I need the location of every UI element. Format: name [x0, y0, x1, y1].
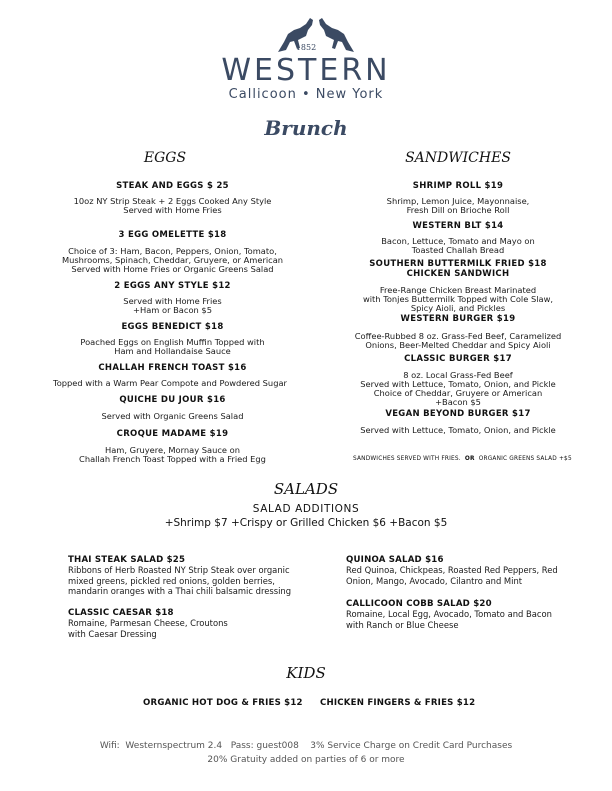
salad-item-desc: Romaine, Parmesan Cheese, Croutons with Caesar Dressing — [68, 618, 228, 639]
footer-gratuity-line: 20% Gratuity added on parties of 6 or more — [207, 755, 405, 765]
eggs-item-desc: Served with Organic Greens Salad — [101, 411, 244, 421]
eggs-item-name: CHALLAH FRENCH TOAST $16 — [98, 363, 247, 373]
logo-year: 1852 — [295, 43, 317, 52]
footer-wifi-line: Wifi: Westernspectrum 2.4 Pass: guest008 3% Service Charge on Credit Card Purchases — [99, 741, 513, 751]
sandwiches-section-title: SANDWICHES — [405, 150, 511, 166]
eggs-item-desc: Choice of 3: Ham, Bacon, Peppers, Onion, Tomato, Mushrooms, Spinach, Cheddar, Gruyere, or American Served with Home Fries or Organic Greens Salad — [61, 246, 284, 274]
salads-section-title: SALADS — [273, 480, 339, 498]
eggs-item-name: EGGS BENEDICT $18 — [121, 322, 224, 332]
eggs-item-desc: Topped with a Warm Pear Compote and Powdered Sugar — [53, 378, 287, 388]
eggs-item-desc: Served with Home Fries +Ham or Bacon $5 — [123, 296, 222, 315]
sandwich-item-name: CLASSIC BURGER $17 — [404, 354, 512, 364]
kids-section-title: KIDS — [286, 664, 326, 682]
sandwich-item-name: WESTERN BLT $14 — [412, 221, 504, 231]
eggs-item-name: CROQUE MADAME $19 — [116, 429, 229, 439]
eggs-item-desc: Poached Eggs on English Muffin Topped with Ham and Hollandaise Sauce — [80, 337, 265, 356]
sandwich-item-desc: Shrimp, Lemon Juice, Mayonnaise, Fresh Dill on Brioche Roll — [386, 196, 530, 215]
sandwich-item-desc: Free-Range Chicken Breast Marinated with Tonjes Buttermilk Topped with Cole Slaw, Spicy Aioli, and Pickles — [362, 285, 554, 313]
sandwich-item-name: SHRIMP ROLL $19 — [412, 181, 504, 191]
eggs-item-name: 2 EGGS ANY STYLE $12 — [114, 281, 231, 291]
menu-title: Brunch — [264, 116, 348, 140]
eggs-item-name: STEAK AND EGGS $ 25 — [116, 181, 229, 191]
salad-additions-title: SALAD ADDITIONS — [252, 503, 360, 515]
salad-item-desc: Romaine, Local Egg, Avocado, Tomato and Bacon with Ranch or Blue Cheese — [346, 609, 552, 630]
salad-item-name: QUINOA SALAD $16 — [346, 555, 444, 565]
salad-item-desc: Red Quinoa, Chickpeas, Roasted Red Peppers, Red Onion, Mango, Avocado, Cilantro and Mint — [346, 565, 558, 586]
kids-item: ORGANIC HOT DOG & FRIES $12 — [143, 698, 303, 708]
eggs-item-desc: Ham, Gruyere, Mornay Sauce on Challah French Toast Topped with a Fried Egg — [79, 445, 266, 464]
eggs-section-title: EGGS — [143, 150, 187, 166]
salad-additions-list: +Shrimp $7 +Crispy or Grilled Chicken $6 +Bacon $5 — [164, 517, 448, 529]
sandwich-item-name: SOUTHERN BUTTERMILK FRIED $18 CHICKEN SANDWICH — [369, 259, 547, 279]
salad-item-name: THAI STEAK SALAD $25 — [68, 555, 186, 565]
sandwich-item-desc: Coffee-Rubbed 8 oz. Grass-Fed Beef, Caramelized Onions, Beer-Melted Cheddar and Spicy Aioli — [354, 331, 562, 350]
salad-item-desc: Ribbons of Herb Roasted NY Strip Steak over organic mixed greens, pickled red onions, golden berries, mandarin oranges with a Thai chili balsamic dressing — [68, 565, 292, 596]
eggs-item-name: QUICHE DU JOUR $16 — [119, 395, 226, 405]
logo-location: Callicoon • New York — [228, 87, 384, 102]
salad-item-name: CLASSIC CAESAR $18 — [68, 608, 174, 618]
sandwich-item-name: WESTERN BURGER $19 — [400, 314, 516, 324]
sandwich-item-desc: Bacon, Lettuce, Tomato and Mayo on Toasted Challah Bread — [381, 236, 535, 255]
sandwich-side-note-a: SANDWICHES SERVED WITH FRIES. — [353, 456, 461, 462]
sandwich-item-desc: 8 oz. Local Grass-Fed Beef Served with Lettuce, Tomato, Onion, and Pickle Choice of Cheddar, Gruyere or American +Bacon $5 — [360, 370, 556, 407]
eggs-item-desc: 10oz NY Strip Steak + 2 Eggs Cooked Any Style Served with Home Fries — [73, 196, 272, 215]
sandwich-item-name: VEGAN BEYOND BURGER $17 — [385, 409, 531, 419]
sandwich-side-note-or: OR — [464, 456, 475, 462]
eggs-item-name: 3 EGG OMELETTE $18 — [118, 230, 227, 240]
logo-wordmark: WESTERN — [221, 53, 391, 88]
salad-item-name: CALLICOON COBB SALAD $20 — [346, 599, 492, 609]
sandwich-item-desc: Served with Lettuce, Tomato, Onion, and Pickle — [360, 425, 556, 435]
sandwich-side-note-b: ORGANIC GREENS SALAD +$5 — [478, 456, 572, 462]
sandwich-side-note — [353, 456, 572, 462]
kids-item: CHICKEN FINGERS & FRIES $12 — [320, 698, 476, 708]
